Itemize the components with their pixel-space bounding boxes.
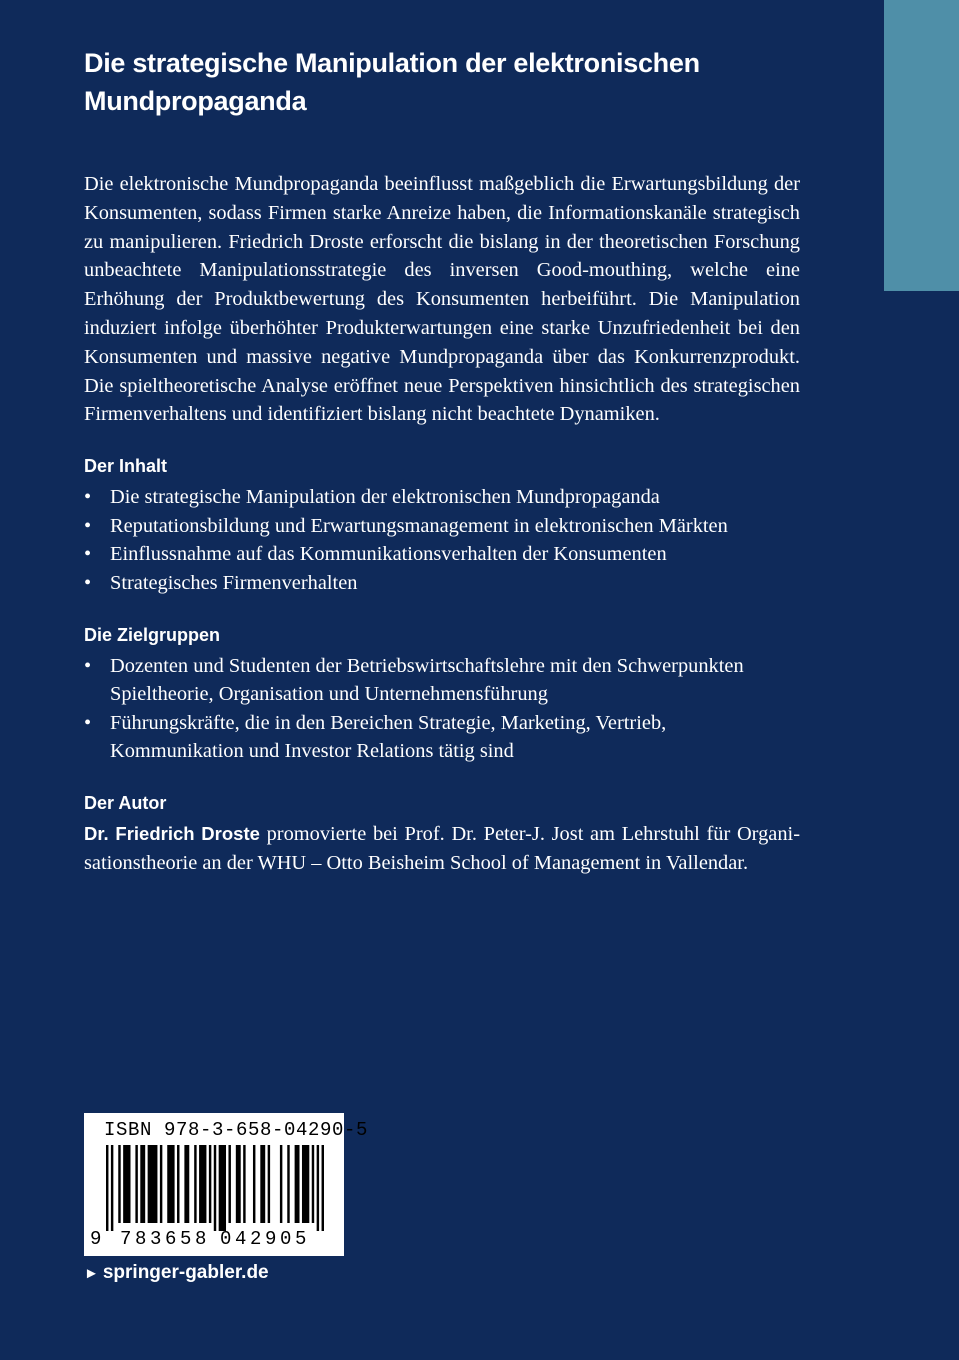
bullet-icon: •: [84, 514, 92, 537]
barcode-bar: [302, 1145, 309, 1223]
barcode-bar: [219, 1145, 226, 1231]
list-item: [84, 709, 800, 766]
barcode-bar: [148, 1145, 158, 1223]
list-item-text: Strategisches Firmenverhalten: [110, 571, 358, 594]
list-item-text: Einflussnahme auf das Kommunikationsverhalten der Konsumenten: [110, 543, 667, 566]
barcode-bar: [160, 1145, 162, 1223]
publisher-url: springer-gabler.de: [102, 1262, 269, 1283]
barcode-bar: [118, 1145, 120, 1223]
barcode-bar: [140, 1145, 145, 1223]
barcode-bar: [236, 1145, 241, 1223]
barcode-bar: [312, 1145, 314, 1223]
barcode-bar: [199, 1145, 206, 1223]
barcode-bar: [123, 1145, 130, 1223]
list-item-text: Führungskräfte, die in den Bereichen Strategie, Marketing, Vertrieb, Kommunikation und Investor Relations tätig sind: [110, 711, 667, 763]
barcode-bar: [280, 1145, 282, 1223]
list-item: [84, 652, 800, 709]
barcode-bar: [243, 1145, 245, 1223]
back-cover-content: [84, 44, 800, 878]
list-item: [84, 483, 800, 512]
isbn-barcode: [84, 1113, 369, 1256]
barcode-bar: [135, 1145, 137, 1223]
barcode-bar: [317, 1145, 319, 1231]
barcode-bar: [194, 1145, 196, 1223]
barcode-bar: [268, 1145, 270, 1223]
author-bio: [84, 820, 800, 878]
isbn-number: ISBN 978-3-658-04290-5: [104, 1119, 369, 1141]
barcode-bar: [106, 1145, 108, 1231]
section-heading-zielgruppen: Die Zielgruppen: [84, 624, 221, 645]
list-item-text: Reputationsbildung und Erwartungsmanagement in elektronischen Märkten: [110, 514, 728, 537]
list-item: [84, 540, 800, 569]
barcode-bar: [167, 1145, 174, 1223]
barcode-bars: [104, 1145, 326, 1231]
bullet-icon: •: [84, 571, 92, 594]
ean-digits-left: 783658: [120, 1228, 211, 1250]
barcode-bar: [322, 1145, 324, 1231]
bullet-icon: •: [84, 654, 92, 677]
ean-digits-right: 042905: [220, 1228, 311, 1250]
book-description: Die elektronische Mundpropaganda beeinflusst maßgeblich die Erwartungsbildung der Konsumenten, sodass Firmen starke Anreize haben, die Informationskanäle strategisch zu manipulieren. Friedrich Droste erforscht die bislang in der theoretischen Forschung unbeachtete Manipulationsstrategie des inversen Good-mouthing, welche eine Erhöhung der Produktbewertung des Konsumenten herbeiführt. Die Manipulation induziert infolge überhöhter Produkterwartungen eine starke Unzufriedenheit bei den Konsumenten und massive negative Mundpropaganda über das Konkurrenzprodukt. Die spieltheoretische Analyse eröffnet neue Perspektiven hinsichtlich des strategischen Firmenverhaltens und identifiziert bislang nicht beachtete Dynamiken.: [84, 173, 800, 426]
barcode-bar: [177, 1145, 179, 1223]
barcode-bar: [184, 1145, 189, 1223]
author-bio-text: promovierte bei Prof. Dr. Peter-J. Jost am Lehrstuhl für Organisationstheorie an der WHU – Otto Beisheim School of Management in Vallendar.: [84, 822, 800, 874]
play-arrow-icon: ►: [84, 1265, 99, 1282]
publisher-link[interactable]: [84, 1262, 269, 1284]
list-item-text: Die strategische Manipulation der elektronischen Mundpropaganda: [110, 486, 660, 509]
inhalt-list: [84, 483, 800, 597]
zielgruppen-list: [84, 652, 800, 766]
bullet-icon: •: [84, 543, 92, 566]
book-title: [84, 44, 800, 120]
barcode-bar: [260, 1145, 265, 1223]
section-heading-autor: Der Autor: [84, 792, 167, 813]
barcode-bar: [287, 1145, 289, 1223]
bullet-icon: •: [84, 711, 92, 734]
barcode-bar: [295, 1145, 300, 1223]
list-item: [84, 569, 800, 598]
list-item-text: Dozenten und Studenten der Betriebswirtschaftslehre mit den Schwerpunkten Spieltheorie, Organisation und Unternehmensführung: [110, 654, 744, 706]
barcode-bar: [111, 1145, 113, 1231]
barcode-bar: [214, 1145, 216, 1231]
author-name: Dr. Friedrich Droste: [84, 822, 260, 844]
bullet-icon: •: [84, 486, 92, 509]
list-item: [84, 512, 800, 541]
barcode-bar: [228, 1145, 230, 1223]
ean-digit-first: 9: [90, 1228, 102, 1250]
book-title-line-2: Mundpropaganda: [84, 86, 307, 116]
barcode-bar: [209, 1145, 211, 1223]
barcode-bar: [253, 1145, 255, 1223]
accent-strip: [884, 0, 959, 291]
book-title-line-1: Die strategische Manipulation der elektronischen: [84, 48, 700, 78]
section-heading-inhalt: Der Inhalt: [84, 456, 168, 477]
